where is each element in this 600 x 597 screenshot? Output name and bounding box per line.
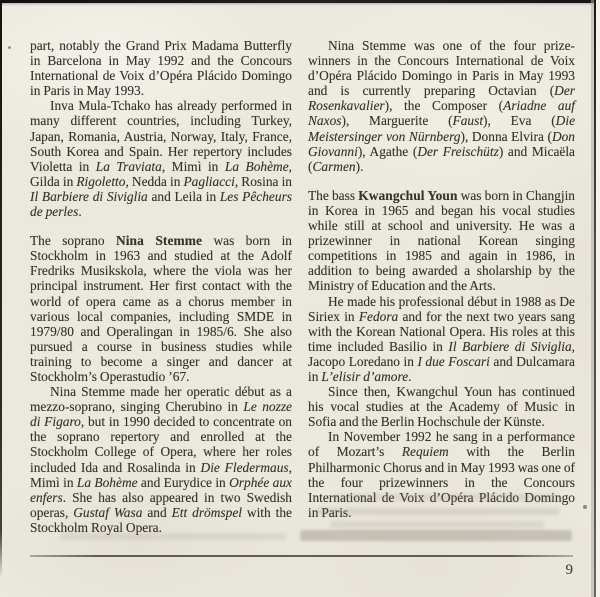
work-title: Il Barbiere di Siviglia [30, 188, 148, 204]
artist-name: Nina Stemme [115, 233, 203, 249]
text-run: ), Marguerite ( [341, 113, 453, 129]
work-title: Gustaf Wasa [73, 504, 143, 520]
scan-edge-top [0, 0, 600, 3]
text-run: and Leila in [147, 188, 220, 204]
artist-name: Kwangchul Youn [358, 187, 458, 203]
work-title: Die Meistersinger von Nürnberg [308, 113, 576, 144]
text-run: ), Agathe ( [357, 143, 418, 159]
text-run: , Nedda in [125, 173, 184, 189]
text-run: , but in 1990 decided to concentrate on the soprano repertory and enrolled at the Stockholm College of Opera, where her roles included Ida and Rosalinda in [30, 414, 292, 475]
paragraph [308, 294, 575, 385]
text-run: , Mimì in [30, 459, 292, 490]
text-run: Nina Stemme was one of the four prize-winners in the Concours International de Voix d’Opéra Plácido Domingo in Paris in May 1993 and is currently preparing Octavian ( [308, 38, 575, 99]
text-run: The bass [308, 187, 359, 203]
work-title: Rigoletto [76, 173, 126, 189]
paragraph [308, 38, 575, 174]
work-title: Carmen [312, 158, 356, 174]
work-title: Die Fledermaus [200, 459, 289, 475]
paragraph [30, 233, 292, 384]
text-run: and Eurydice in [137, 474, 230, 490]
text-run: , Mimì in [161, 158, 225, 174]
text-run: with the Berlin Philharmonic Chorus and in May 1993 was one of the four prizewinners in the Concours International de Voix d’Opéra Plácido Domingo in Paris. [308, 444, 575, 520]
work-title: Orphée aux enfers [30, 474, 292, 505]
scan-edge-left [0, 0, 2, 578]
bleed-through-smudge [332, 494, 560, 501]
text-run: ), Donna Elvira ( [460, 128, 552, 144]
text-run: . She has also appeared in two Swedish operas, [30, 489, 292, 520]
work-title: La Bohème [76, 474, 138, 490]
work-title: La Bohème [224, 158, 289, 174]
paragraph [30, 38, 292, 98]
text-run: was born in Stockholm in 1963 and studied at the Adolf Fredriks Musikskola, where the viola was her principal instrument. Her first contact with the world of opera came as a chorus member in various local companies, including SMDE in 1979/80 and Operalingan in 1985/6. She also pursued a course in business studies while training to become a singer and dancer at Stockholm’s Operastudio ’67. [30, 233, 293, 384]
text-run: was born in Changjin in Korea in 1965 and began his vocal studies while still at school and university. He was a prizewinner in national Korean singing competitions in 1985 and again in 1986, in addition to being awarded a sholarship by the Ministry of Education and the Arts. [308, 187, 575, 294]
text-run: and for the next two years sang with the Korean National Opera. His roles at this time included Basilio in [308, 308, 575, 354]
text-run: with the Stockholm Royal Opera. [30, 504, 293, 535]
bleed-through-smudge [330, 521, 544, 528]
text-run: Inva Mula-Tchako has already performed in many different countries, including Turkey, Japan, Romania, Austria, Norway, Italy, France, South Korea and Spain. Her repertory includes Violetta in [30, 98, 292, 174]
work-title: Le nozze di Figaro [30, 399, 292, 430]
footer-rule [30, 555, 573, 557]
work-title: Ett drömspel [171, 504, 242, 520]
text-run: Nina Stemme made her operatic début as a mezzo-soprano, singing Cherubino in [30, 384, 292, 415]
text-run: ), Eva ( [483, 113, 556, 129]
work-title: Les Pêcheurs de perles [30, 188, 292, 220]
work-title: Ariadne auf Naxos [308, 98, 576, 129]
paragraph [308, 188, 575, 294]
page-number: 9 [565, 562, 573, 578]
paragraph [308, 429, 575, 520]
work-title: Pagliacci [183, 173, 235, 189]
work-title: I due Foscari [417, 353, 490, 369]
bleed-through-smudge [316, 508, 560, 515]
text-run: ), the Composer ( [384, 98, 504, 114]
text-run: ). [355, 158, 364, 174]
text-run: The soprano [30, 233, 116, 249]
text-run: He made his professional début in 1988 as De Siriex in [308, 293, 575, 324]
scan-speck [583, 505, 587, 509]
text-run: . [78, 204, 82, 220]
bleed-through-smudge [60, 533, 286, 540]
text-run: , Rosina in [234, 173, 292, 189]
bleed-through-smudge [300, 530, 572, 541]
work-title: L’elisir d’amore [321, 368, 409, 384]
text-run: part, notably the Grand Prix Madama Butterfly in Barcelona in May 1992 and the Concours International de Voix d’Opéra Plácido Domingo in Paris in May 1993. [30, 38, 292, 99]
work-title: Il Barbiere di Siviglia [448, 338, 572, 354]
work-title: Requiem [401, 444, 449, 460]
text-run: . [408, 368, 412, 384]
work-title: Faust [452, 113, 484, 129]
work-title: Der Rosenkavalier [308, 83, 575, 114]
left-column [30, 38, 292, 535]
text-run: In November 1992 he sang in a performance of Mozart’s [308, 429, 575, 460]
text-run: Since then, Kwangchul Youn has continued his vocal studies at the Academy of Music in Sofia and the Berlin Hochschule der Künste. [308, 384, 575, 430]
paragraph [308, 384, 575, 429]
work-title: Fedora [358, 308, 399, 324]
text-run: , Gilda in [30, 158, 293, 189]
paragraph [30, 384, 292, 535]
work-title: La Traviata [95, 158, 162, 174]
work-title: Der Freischütz [417, 143, 499, 159]
right-column [308, 38, 575, 520]
scan-edge-right-margin [596, 0, 600, 597]
work-title: Don Giovanni [308, 128, 575, 159]
text-run: , Jacopo Loredano in [308, 338, 576, 369]
paragraph [30, 98, 292, 219]
text-run: and Dulcamara in [308, 353, 575, 384]
scan-speck [8, 46, 11, 49]
text-run: and [142, 504, 172, 520]
text-run: ) and Micaëla ( [308, 143, 575, 174]
